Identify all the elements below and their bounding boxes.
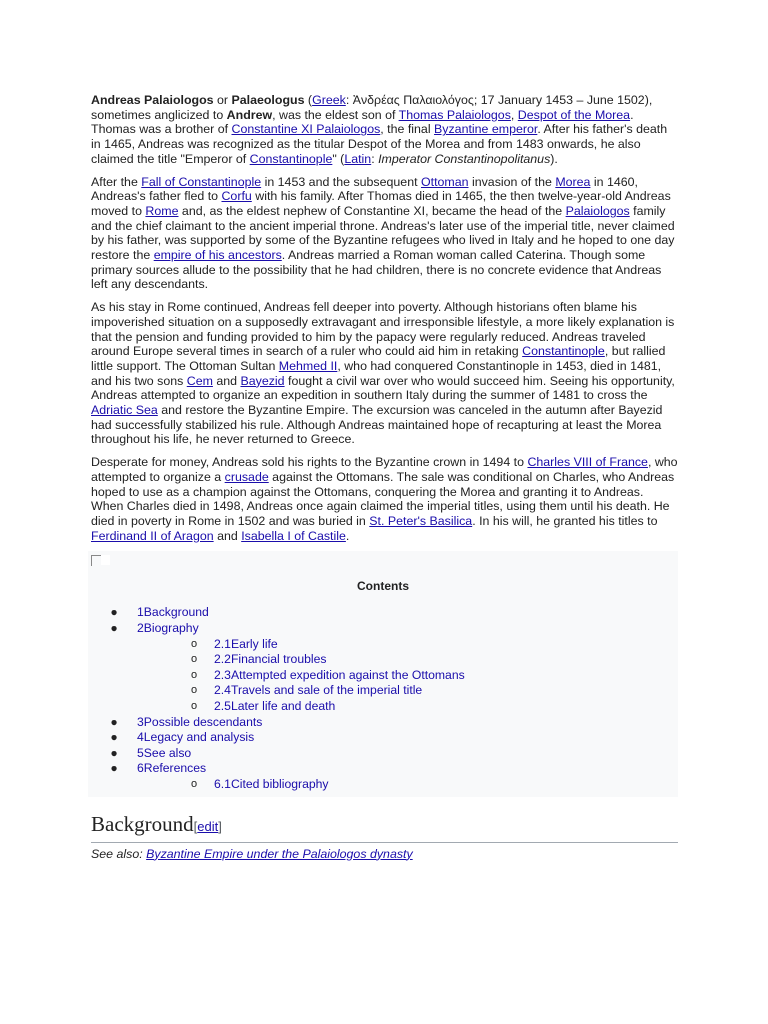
text: , but rallied little support. The Ottoman Sultan xyxy=(91,344,666,373)
text: in 1453 and the subsequent xyxy=(261,174,421,189)
toc-item-label[interactable]: See also xyxy=(143,745,192,760)
text: family and the chief claimant to the ancient imperial throne. Andreas's later use of the imperial title, never claimed by his father, was supported by some of the Byzantine refugees who lived in Italy and he hoped to one day restore the xyxy=(91,203,675,263)
link-greek[interactable]: Greek xyxy=(312,93,346,107)
text: . In his will, he granted his titles to xyxy=(472,513,658,528)
text: invasion of the xyxy=(468,174,556,189)
link-byzantine-empire-palaiologos[interactable]: Byzantine Empire under the Palaiologos dynasty xyxy=(146,846,413,861)
text: , the final xyxy=(380,122,435,137)
text: ). xyxy=(550,151,558,166)
text: and, as the eldest nephew of Constantine XI, became the head of the xyxy=(178,203,566,218)
bullet-icon: ● xyxy=(110,745,118,760)
section-heading-text: Background xyxy=(91,811,194,836)
toc-item-text xyxy=(137,746,191,762)
toc-item-label[interactable]: Biography xyxy=(143,620,199,635)
text: . Thomas was a brother of xyxy=(91,107,634,137)
text: " ( xyxy=(332,151,345,166)
toc-item-number[interactable]: 5 xyxy=(137,745,144,760)
toc-item-number[interactable]: 2.1 xyxy=(214,636,231,651)
link-constantine-xi[interactable]: Constantine XI Palaiologos xyxy=(231,122,381,137)
link-corfu[interactable]: Corfu xyxy=(221,189,252,204)
intro-paragraph-4 xyxy=(91,455,678,543)
toc-item[interactable] xyxy=(88,699,678,715)
toc-item[interactable] xyxy=(88,621,678,637)
link-charles-viii[interactable]: Charles VIII of France xyxy=(527,455,648,470)
link-palaiologos[interactable]: Palaiologos xyxy=(565,203,630,218)
toc-header xyxy=(88,551,678,595)
toc-toggle-box xyxy=(101,555,110,565)
toc-item-label[interactable]: Attempted expedition against the Ottomans xyxy=(230,667,465,682)
text: in 1460, Andreas's father fled to xyxy=(91,174,638,204)
text: As his stay in Rome continued, Andreas fell deeper into poverty. Although historians often blame his impoverished situation on a supposedly extravagant and irresponsible lifestyle, a more likely explanation is that the pension and funding provided to him by the papacy were regularly reduced. Andreas traveled around Europe several times in search of a ruler who could aid him in retaking xyxy=(91,300,675,359)
text: and xyxy=(213,528,242,543)
toc-item-number[interactable]: 2.4 xyxy=(214,683,231,698)
circle-bullet-icon: o xyxy=(190,777,198,790)
toc-item-number[interactable]: 2.2 xyxy=(214,652,231,667)
toc-item[interactable] xyxy=(88,715,678,731)
toc-item-label[interactable]: Early life xyxy=(230,636,278,651)
table-of-contents xyxy=(88,551,678,796)
section-heading-background xyxy=(91,811,678,843)
link-cem[interactable]: Cem xyxy=(186,373,213,388)
subject-name: Andreas Palaiologos xyxy=(91,93,214,107)
see-also-prefix: See also: xyxy=(91,846,147,861)
text: ( xyxy=(304,93,313,107)
text: against the Ottomans. The sale was conditional on Charles, who Andreas hoped to use as a champion against the Ottomans, conquering the Morea and granting it to Andreas. When Charles died in 1498, Andreas once again claimed the imperial titles, using them until his death. He died in poverty in Rome in 1502 and was buried in xyxy=(91,469,675,528)
toc-item-label[interactable]: Legacy and analysis xyxy=(143,730,255,745)
link-fall-of-constantinople[interactable]: Fall of Constantinople xyxy=(141,174,262,189)
intro-paragraph-2 xyxy=(91,175,678,293)
link-ottoman[interactable]: Ottoman xyxy=(420,174,469,189)
toc-item[interactable] xyxy=(88,683,678,699)
link-st-peters-basilica[interactable]: St. Peter's Basilica xyxy=(369,513,473,528)
circle-bullet-icon: o xyxy=(190,668,198,681)
link-bayezid[interactable]: Bayezid xyxy=(240,373,285,388)
intro-paragraph-3 xyxy=(91,300,678,447)
toc-item-label[interactable]: Possible descendants xyxy=(143,714,263,729)
link-empire-of-his-ancestors[interactable]: empire of his ancestors xyxy=(153,248,282,263)
toc-item-text xyxy=(214,777,329,793)
toc-item[interactable] xyxy=(88,777,678,793)
text: and restore the Byzantine Empire. The excursion was canceled in the autumn after Bayezid had successfully stabilized his rule. Although Andreas maintained hope of recapturing at least the Morea throughout his life, he never returned to Greece. xyxy=(91,403,663,447)
toc-item[interactable] xyxy=(88,652,678,668)
bullet-icon: ● xyxy=(110,620,118,635)
text: , who attempted to organize a xyxy=(91,455,678,484)
latin-title: Imperator Constantinopolitanus xyxy=(378,151,551,166)
intro-paragraph-1 xyxy=(91,93,678,167)
edit-link[interactable]: edit xyxy=(197,818,219,834)
edit-section xyxy=(194,819,222,834)
text: Desperate for money, Andreas sold his rights to the Byzantine crown in 1494 to xyxy=(91,455,528,470)
text: , xyxy=(510,107,518,122)
toc-item-number[interactable]: 1 xyxy=(137,605,144,620)
text: with his family. After Thomas died in 1465, the then twelve-year-old Andreas moved to xyxy=(91,189,671,218)
toc-item-label[interactable]: References xyxy=(143,761,207,776)
text: : Ἀνδρέας Παλαιολόγος; 17 January 1453 – June 1502), sometimes anglicized to xyxy=(91,93,653,122)
text: . After his father's death in 1465, Andreas was recognized as the titular Despot of the Morea and from 1483 onwards, he also claimed the title "Emperor of xyxy=(91,122,668,166)
toc-item-number[interactable]: 6.1 xyxy=(214,776,231,791)
toc-item-label[interactable]: Financial troubles xyxy=(230,652,327,667)
toc-item-label[interactable]: Cited bibliography xyxy=(230,776,329,791)
toc-item-text xyxy=(137,730,254,746)
toc-item-text xyxy=(214,668,465,684)
alt-name: Palaeologus xyxy=(231,93,305,107)
link-mehmed-ii[interactable]: Mehmed II xyxy=(278,358,338,373)
anglicized-name: Andrew xyxy=(226,107,273,122)
link-constantinople[interactable]: Constantinople xyxy=(249,151,333,166)
toc-item-text xyxy=(137,605,209,621)
text: or xyxy=(213,93,232,107)
edit-bracket-open: [ xyxy=(193,818,198,834)
link-constantinople-2[interactable]: Constantinople xyxy=(522,344,605,359)
link-despot-of-the-morea[interactable]: Despot of the Morea xyxy=(517,107,631,122)
circle-bullet-icon: o xyxy=(190,653,198,666)
bullet-icon: ● xyxy=(110,605,118,620)
toc-item-number[interactable]: 2.5 xyxy=(214,698,231,713)
text: : xyxy=(371,151,379,166)
toc-item-number[interactable]: 3 xyxy=(137,714,144,729)
link-isabella-i[interactable]: Isabella I of Castile xyxy=(241,528,346,543)
circle-bullet-icon: o xyxy=(190,637,198,650)
text: fought a civil war over who would succeed him. Seeing his opportunity, Andreas attempted to organize an expedition in southern Italy during the summer of 1481 to cross the xyxy=(91,373,675,403)
toc-item-number[interactable]: 4 xyxy=(137,730,144,745)
circle-bullet-icon: o xyxy=(190,699,198,712)
link-byzantine-emperor[interactable]: Byzantine emperor xyxy=(434,122,538,137)
article-body xyxy=(91,93,678,861)
link-latin[interactable]: Latin xyxy=(344,151,372,166)
bullet-icon: ● xyxy=(110,714,118,729)
toc-item-text xyxy=(137,715,262,731)
toc-item[interactable] xyxy=(88,746,678,762)
text: and xyxy=(212,373,241,388)
edit-bracket-close: ] xyxy=(218,818,222,834)
toc-item-label[interactable]: Later life and death xyxy=(230,698,336,713)
text: After the xyxy=(91,174,142,189)
see-also-hatnote xyxy=(91,847,678,861)
circle-bullet-icon: o xyxy=(190,684,198,697)
text: , was the eldest son of xyxy=(272,107,399,122)
link-adriatic-sea[interactable]: Adriatic Sea xyxy=(91,403,158,418)
toc-item-text xyxy=(214,699,335,715)
toc-item[interactable] xyxy=(88,637,678,653)
toc-item-label[interactable]: Travels and sale of the imperial title xyxy=(230,683,423,698)
toc-title: Contents xyxy=(357,579,409,594)
toc-item-text xyxy=(214,683,422,699)
toc-item-text xyxy=(137,621,199,637)
text: . Andreas married a Roman woman called Caterina. Though some primary sources allude to the possibility that he had children, there is no concrete evidence that Andreas left any descendants. xyxy=(91,248,662,292)
toc-list xyxy=(88,595,678,796)
toc-item[interactable] xyxy=(88,605,678,621)
toc-item-text xyxy=(214,652,326,668)
toc-item-number[interactable]: 2.3 xyxy=(214,667,231,682)
toc-item-text xyxy=(137,761,206,777)
toc-item-label[interactable]: Background xyxy=(143,605,209,620)
toc-item-number[interactable]: 6 xyxy=(137,761,144,776)
text: , who had conquered Constantinople in 1453, died in 1481, and his two sons xyxy=(91,358,662,388)
toc-item-number[interactable]: 2 xyxy=(137,620,144,635)
link-crusade[interactable]: crusade xyxy=(224,469,269,484)
toc-item[interactable] xyxy=(88,668,678,684)
toc-item-text xyxy=(214,637,278,653)
text: . xyxy=(345,528,350,543)
link-morea[interactable]: Morea xyxy=(555,174,591,189)
toc-item[interactable] xyxy=(88,730,678,746)
link-ferdinand-ii[interactable]: Ferdinand II of Aragon xyxy=(91,528,214,543)
bullet-icon: ● xyxy=(110,761,118,776)
link-thomas-palaiologos[interactable]: Thomas Palaiologos xyxy=(398,107,511,122)
bullet-icon: ● xyxy=(110,730,118,745)
link-rome[interactable]: Rome xyxy=(145,203,179,218)
toc-item[interactable] xyxy=(88,761,678,777)
